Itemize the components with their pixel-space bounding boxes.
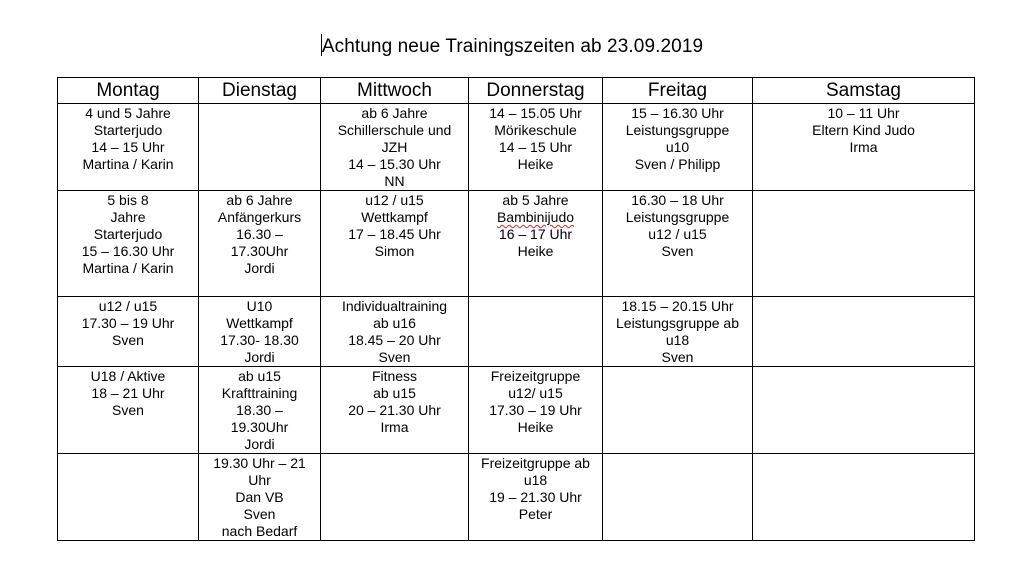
cell-freitag (603, 297, 753, 367)
cell-line (471, 209, 600, 226)
page-title-text: Achtung neue Trainingszeiten ab 23.09.2019 (321, 36, 704, 57)
cell-line: ab u16 (373, 315, 416, 331)
header-row (58, 78, 975, 104)
cell-freitag (603, 104, 753, 191)
cell-dienstag (199, 191, 321, 297)
cell-line: 5 bis 8 (107, 192, 149, 208)
cell-line: u12/ u15 (508, 385, 563, 401)
cell-line: u18 (523, 472, 548, 488)
cell-line: Jahre (110, 209, 146, 225)
cell-line: Heike (517, 243, 554, 259)
cell-line: 18 – 21 Uhr (91, 385, 165, 401)
cell-line: Irma (380, 419, 409, 435)
cell-montag (58, 104, 199, 191)
cell-samstag (753, 454, 975, 541)
cell-line: ab u15 (238, 368, 281, 384)
cell-line: 19.30 Uhr – 21 (213, 455, 306, 471)
header-mittwoch: Mittwoch (321, 78, 469, 104)
cell-line: u12 / u15 (648, 226, 707, 242)
page-title (0, 34, 1024, 58)
table-row (58, 191, 975, 297)
cell-line: u12 / u15 (98, 298, 158, 314)
cell-samstag (753, 367, 975, 454)
training-schedule-table (57, 77, 975, 541)
cell-line: Uhr (248, 472, 271, 488)
cell-montag (58, 191, 199, 297)
cell-line: 19.30Uhr (230, 419, 289, 435)
cell-line: 16.30 – 18 Uhr (631, 192, 724, 208)
cell-line: Dan VB (235, 489, 284, 505)
cell-line: Jordi (244, 436, 275, 452)
cell-line: 19 – 21.30 Uhr (489, 489, 582, 505)
cell-samstag (753, 104, 975, 191)
cell-donnerstag (469, 367, 603, 454)
cell-line: 17.30- 18.30 (220, 332, 299, 348)
cell-line: Sven (243, 506, 276, 522)
cell-dienstag (199, 297, 321, 367)
cell-line: 17.30Uhr (230, 243, 289, 259)
cell-line: Simon (374, 243, 415, 259)
cell-line: ab 5 Jahre (502, 192, 569, 208)
cell-line: Krafttraining (221, 385, 298, 401)
cell-line: 10 – 11 Uhr (827, 105, 900, 121)
cell-line: Sven (112, 332, 144, 348)
cell-line: Jordi (244, 260, 275, 276)
cell-line: JZH (381, 139, 408, 155)
table-row (58, 367, 975, 454)
cell-line: Fitness (371, 368, 418, 384)
cell-line: Freizeitgruppe ab (481, 455, 590, 471)
cell-line: 16 – 17 Uhr (498, 226, 573, 242)
cell-line: Leistungsgruppe (625, 122, 730, 138)
cell-line: Sven (661, 349, 694, 365)
cell-line: ab 6 Jahre (226, 192, 293, 208)
cell-line: Leistungsgruppe ab (616, 315, 739, 331)
cell-line: U10 (246, 298, 273, 314)
header-dienstag: Dienstag (199, 78, 321, 104)
cell-line: Eltern Kind Judo (812, 122, 915, 138)
cell-line: Jordi (244, 349, 275, 365)
cell-line: 14 – 15.30 Uhr (348, 156, 441, 172)
cell-line: 15 – 16.30 Uhr (631, 105, 724, 121)
cell-line: 17 – 18.45 Uhr (348, 226, 441, 242)
cell-line: Peter (518, 506, 553, 522)
cell-line: Sven (661, 243, 694, 259)
cell-dienstag (199, 104, 321, 191)
cell-line: Mörikeschule (494, 122, 577, 138)
cell-line: Wettkampf (361, 209, 428, 225)
cell-line: Martina / Karin (82, 260, 174, 276)
cell-line: 18.30 – (236, 402, 283, 418)
cell-line: Wettkampf (226, 315, 293, 331)
cell-line: ab u15 (373, 385, 416, 401)
cell-line: 4 und 5 Jahre (85, 105, 171, 121)
cell-line: U18 / Aktive (90, 368, 166, 384)
cell-line: 14 – 15.05 Uhr (489, 105, 582, 121)
cell-line: 15 – 16.30 Uhr (81, 243, 175, 259)
cell-line: 16.30 – (236, 226, 283, 242)
cell-line: u10 (665, 139, 690, 155)
cell-line: Starterjudo (93, 226, 163, 242)
table-row (58, 297, 975, 367)
cell-line: 18.45 – 20 Uhr (348, 332, 441, 348)
cell-mittwoch (321, 191, 469, 297)
table-row (58, 454, 975, 541)
cell-montag (58, 367, 199, 454)
header-donnerstag: Donnerstag (469, 78, 603, 104)
cell-dienstag (199, 367, 321, 454)
cell-mittwoch (321, 367, 469, 454)
cell-line: 14 – 15 Uhr (91, 139, 165, 155)
cell-line: Schillerschule und (337, 122, 452, 138)
cell-freitag (603, 454, 753, 541)
cell-freitag (603, 367, 753, 454)
cell-samstag (753, 191, 975, 297)
cell-donnerstag (469, 454, 603, 541)
cell-line: Heike (517, 419, 554, 435)
cell-line: Heike (517, 156, 554, 172)
cell-line: Individualtraining (341, 298, 448, 314)
cell-line: 14 – 15 Uhr (498, 139, 573, 155)
header-montag: Montag (58, 78, 199, 104)
cell-montag (58, 454, 199, 541)
cell-line: nach Bedarf (221, 523, 298, 539)
spellcheck-word: Bambinijudo (496, 209, 575, 225)
cell-line: Martina / Karin (82, 156, 174, 172)
cell-samstag (753, 297, 975, 367)
cell-line: Freizeitgruppe (490, 368, 581, 384)
cell-line: Starterjudo (93, 122, 163, 138)
cell-mittwoch (321, 454, 469, 541)
cell-line: 17.30 – 19 Uhr (81, 315, 175, 331)
header-samstag: Samstag (753, 78, 975, 104)
header-freitag: Freitag (603, 78, 753, 104)
cell-line: NN (384, 173, 405, 189)
cell-donnerstag (469, 191, 603, 297)
cell-line: Anfängerkurs (217, 209, 302, 225)
cell-line: u12 / u15 (365, 192, 424, 208)
cell-line: Irma (849, 139, 878, 155)
cell-line: 17.30 – 19 Uhr (489, 402, 582, 418)
cell-montag (58, 297, 199, 367)
cell-mittwoch (321, 104, 469, 191)
table-row (58, 104, 975, 191)
cell-line: Sven (112, 402, 144, 418)
cell-line: Sven / Philipp (634, 156, 721, 172)
cell-line: ab 6 Jahre (361, 105, 428, 121)
cell-line: Leistungsgruppe (625, 209, 730, 225)
cell-line: Sven (378, 349, 411, 365)
cell-dienstag (199, 454, 321, 541)
cell-donnerstag (469, 297, 603, 367)
cell-line: 18.15 – 20.15 Uhr (621, 298, 734, 314)
cell-line: 20 – 21.30 Uhr (348, 402, 441, 418)
cell-donnerstag (469, 104, 603, 191)
cell-mittwoch (321, 297, 469, 367)
cell-line: u18 (665, 332, 690, 348)
cell-freitag (603, 191, 753, 297)
